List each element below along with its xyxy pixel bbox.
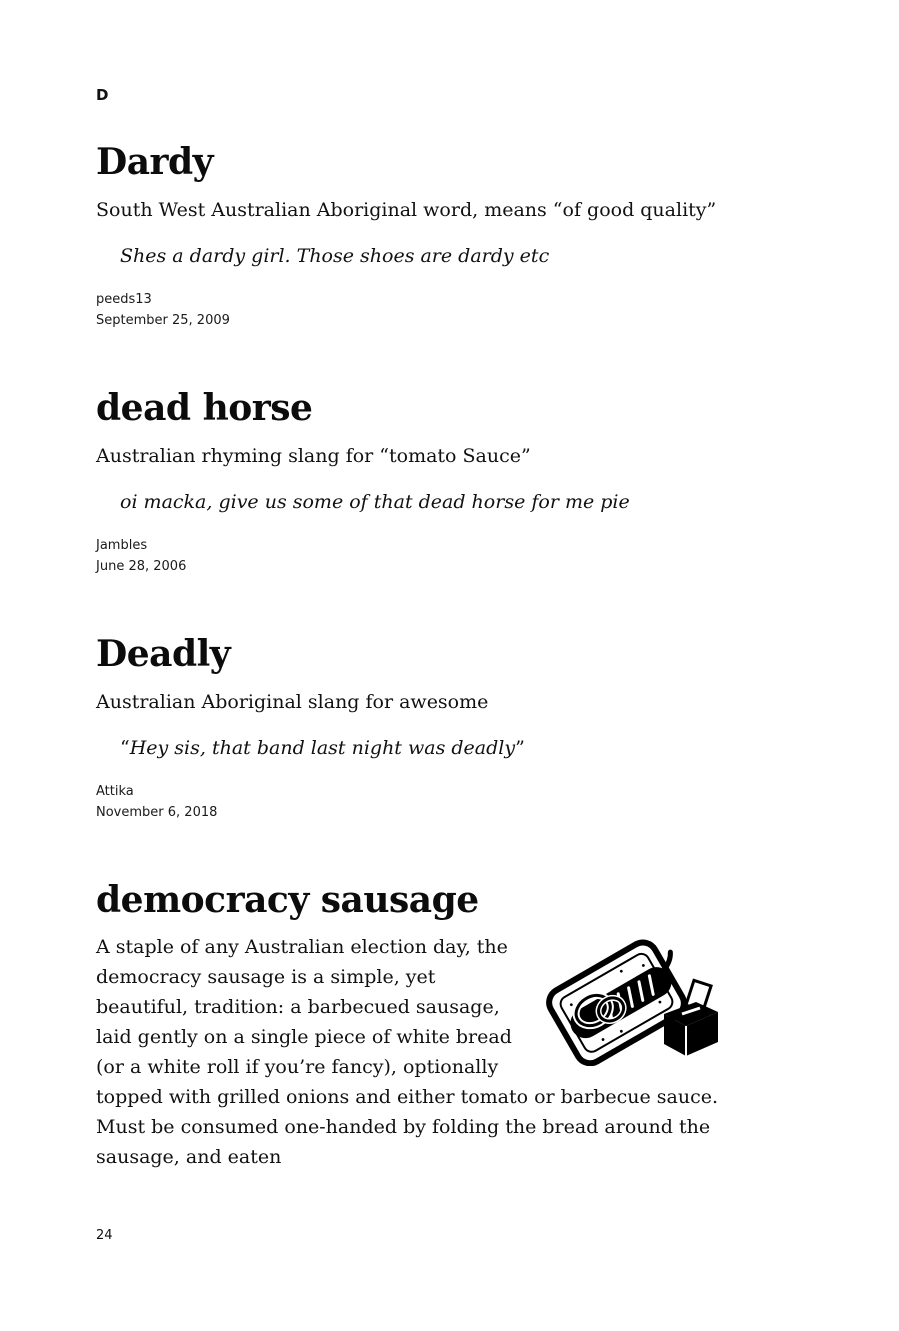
entry-author: Attika	[96, 784, 134, 799]
entry-term: Deadly	[96, 633, 231, 675]
entry-date: June 28, 2006	[96, 559, 187, 574]
entry-definition: South West Australian Aboriginal word, means “of good quality”	[96, 199, 717, 221]
entry-term: democracy sausage	[96, 879, 479, 921]
entry-meta	[96, 535, 776, 577]
entry-dead-horse	[96, 387, 776, 577]
close-quote: ”	[515, 737, 525, 759]
entry-term: dead horse	[96, 387, 313, 429]
entry-democracy-sausage	[96, 879, 776, 1172]
open-quote: “	[120, 737, 130, 759]
entry-definition: A staple of any Australian election day, the democracy sausage is a simple, yet beautiful, tradition: a barbecued sausage, laid gently on a single piece of white bread (or a white roll if you’re fancy), optionally topped with grilled onions and either tomato or barbecue sauce. Must be consumed one-handed by folding the bread around the sausage, and eaten	[96, 936, 719, 1168]
entry-author: peeds13	[96, 292, 152, 307]
entry-definition: Australian rhyming slang for “tomato Sauce”	[96, 445, 531, 467]
entry-definition-block	[96, 932, 736, 1172]
page-number: 24	[96, 1228, 113, 1243]
entry-deadly	[96, 633, 776, 823]
entry-meta	[96, 289, 776, 331]
entry-date: November 6, 2018	[96, 805, 218, 820]
entry-example	[120, 735, 776, 761]
entry-date: September 25, 2009	[96, 313, 230, 328]
example-text: Hey sis, that band last night was deadly	[129, 737, 516, 759]
entry-dardy	[96, 141, 776, 331]
entry-term: Dardy	[96, 141, 214, 183]
entry-author: Jambles	[96, 538, 148, 553]
section-letter: D	[96, 86, 109, 104]
entry-definition: Australian Aboriginal slang for awesome	[96, 691, 489, 713]
sausage-sizzle-and-ballot-box-icon	[546, 932, 736, 1066]
entry-example: Shes a dardy girl. Those shoes are dardy etc	[120, 245, 550, 267]
entry-example: oi macka, give us some of that dead horse for me pie	[120, 491, 630, 513]
entry-meta	[96, 781, 776, 823]
